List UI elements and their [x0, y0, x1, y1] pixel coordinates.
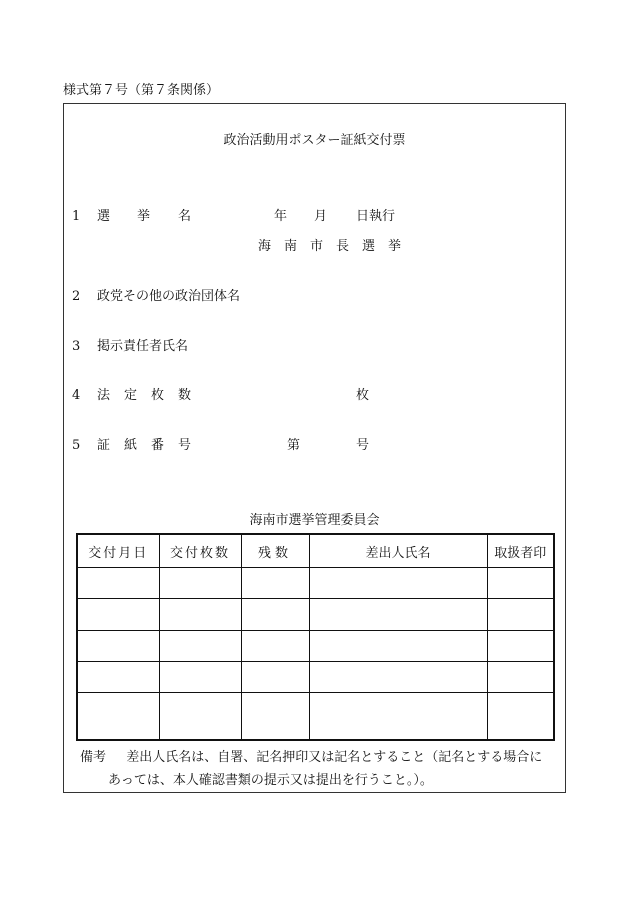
item-5-label-char: 紙 [124, 438, 138, 453]
table-cell [487, 662, 554, 693]
table-header-row [77, 534, 554, 568]
table-row [77, 630, 554, 661]
remark-line-1 [80, 751, 542, 764]
item-4-label-char: 法 [97, 388, 111, 403]
table-row [77, 568, 554, 599]
column-header-remaining: 残数 [241, 534, 309, 568]
item-2-label: 政党その他の政治団体名 [97, 289, 241, 304]
election-name-char: 市 [310, 239, 324, 254]
column-header-issue-count: 交付枚数 [159, 534, 241, 568]
table-row [77, 662, 554, 693]
table-cell [309, 599, 487, 630]
item-5-label-char: 号 [178, 438, 192, 453]
date-month-label: 月 [314, 209, 328, 224]
item-4-label-char: 定 [124, 388, 138, 403]
table-row [77, 693, 554, 740]
remark-text-1: 差出人氏名は、自署、記名押印又は記名とすること（記名とする場合に [126, 750, 543, 765]
table-cell [487, 599, 554, 630]
issuance-ledger-table [76, 533, 555, 741]
table-cell [241, 662, 309, 693]
item-5-label-char: 証 [97, 438, 111, 453]
item-4-label-char: 数 [178, 388, 192, 403]
column-header-issue-date: 交付月日 [77, 534, 159, 568]
table-cell [241, 599, 309, 630]
item-4-unit: 枚 [356, 388, 370, 403]
election-name-char: 海 [258, 239, 272, 254]
table-cell [487, 630, 554, 661]
election-name-char: 挙 [388, 239, 402, 254]
item-1-label-char: 名 [178, 209, 192, 224]
table-cell [309, 568, 487, 599]
table-cell [77, 662, 159, 693]
item-4-number: 4 [72, 388, 81, 403]
date-day-exec-label: 日執行 [356, 209, 396, 224]
item-5-prefix: 第 [287, 438, 301, 453]
table-cell [77, 568, 159, 599]
item-1-label-char: 選 [97, 209, 111, 224]
table-cell [77, 630, 159, 661]
table-cell [77, 693, 159, 740]
item-1-label-char: 挙 [137, 209, 151, 224]
committee-name: 海南市選挙管理委員会 [249, 513, 380, 528]
table-cell [487, 568, 554, 599]
date-year-label: 年 [274, 209, 288, 224]
item-5-label-char: 番 [151, 438, 165, 453]
table-cell [241, 630, 309, 661]
table-cell [159, 630, 241, 661]
table-cell [159, 693, 241, 740]
table-cell [309, 693, 487, 740]
table-cell [309, 662, 487, 693]
table-cell [241, 693, 309, 740]
table-cell [77, 599, 159, 630]
item-1-number: 1 [72, 209, 81, 224]
election-name-char: 南 [284, 239, 298, 254]
table-cell [159, 568, 241, 599]
item-3-number: 3 [72, 339, 81, 354]
table-cell [241, 568, 309, 599]
remark-label: 備考 [80, 750, 107, 765]
item-5-number: 5 [72, 438, 81, 453]
item-2-number: 2 [72, 289, 81, 304]
column-header-sender-name: 差出人氏名 [309, 534, 487, 568]
table-row [77, 599, 554, 630]
form-title: 政治活動用ポスター証紙交付票 [223, 133, 406, 148]
election-name-char: 選 [362, 239, 376, 254]
table-cell [159, 662, 241, 693]
item-4-label-char: 枚 [151, 388, 165, 403]
election-name-char: 長 [336, 239, 350, 254]
table-cell [309, 630, 487, 661]
table-cell [159, 599, 241, 630]
form-number-label: 様式第７号（第７条関係） [63, 83, 220, 98]
table-cell [487, 693, 554, 740]
item-3-label: 掲示責任者氏名 [97, 339, 189, 354]
item-5-suffix: 号 [356, 438, 370, 453]
column-header-handler-seal: 取扱者印 [487, 534, 554, 568]
remark-text-2: あっては、本人確認書類の提示又は提出を行うこと。）。 [108, 773, 433, 788]
